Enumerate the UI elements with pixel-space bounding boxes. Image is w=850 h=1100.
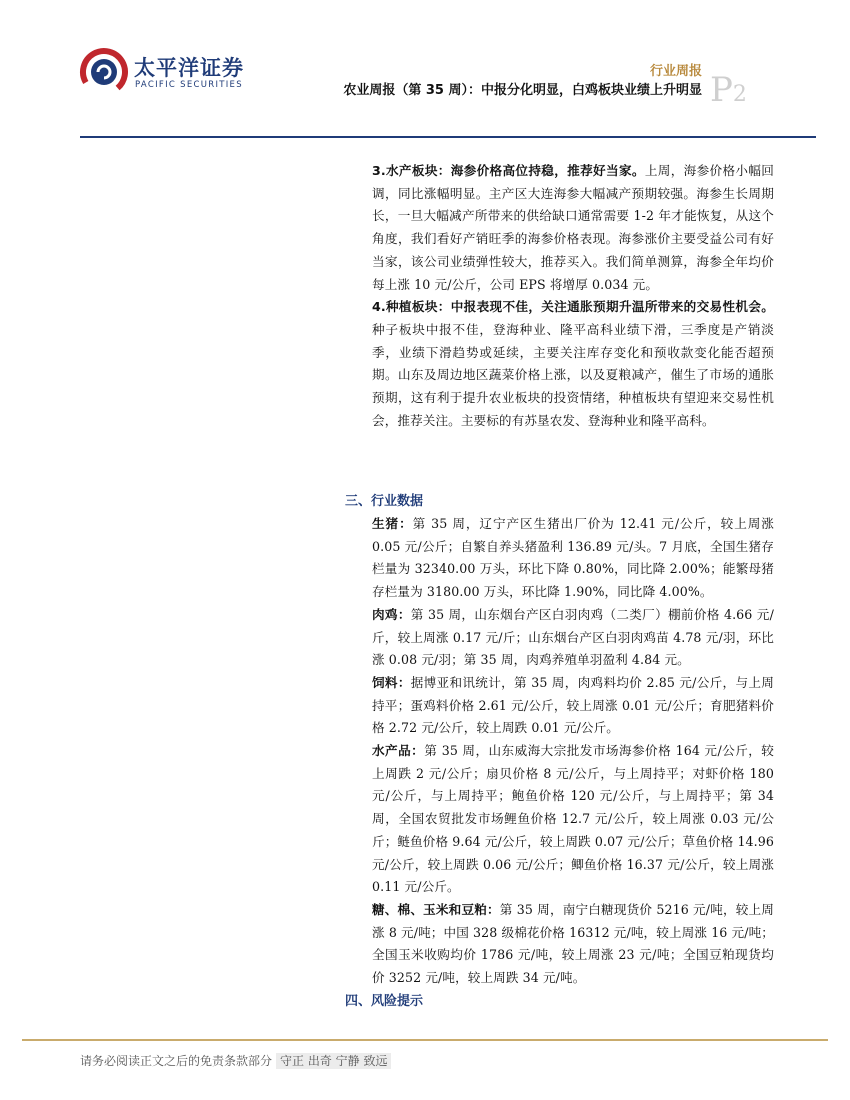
data-item-label: 肉鸡： — [372, 606, 411, 622]
risk-heading: 四、风险提示 — [345, 994, 424, 1009]
data-item-text: 第 35 周，南宁白糖现货价 5216 元/吨，较上周涨 8 元/吨；中国 328 级棉花价格 16312 元/吨，较上周涨 16 元/吨；全国玉米收购均价 1786 元/吨，较上周涨 23 元/吨；全国豆粕现货均价 3252 元/吨，较上周跌 34 元/吨。 — [372, 901, 774, 986]
footer-divider — [22, 1039, 828, 1041]
data-item-feed — [372, 672, 774, 740]
header-divider — [80, 136, 816, 138]
page-number — [710, 70, 747, 110]
data-item-broiler — [372, 604, 774, 672]
planting-section-lead: 4.种植板块：中报表现不佳，关注通胀预期升温所带来的交易性机会。 — [372, 299, 774, 315]
data-item-hog — [372, 513, 774, 604]
planting-section-paragraph — [372, 296, 774, 432]
aqua-section-lead: 3.水产板块：海参价格高位持稳，推荐好当家。 — [372, 163, 645, 178]
data-item-label: 饲料： — [372, 674, 411, 690]
data-item-text: 第 35 周，山东烟台产区白羽肉鸡（二类厂）棚前价格 4.66 元/斤，较上周涨 0.17 元/斤；山东烟台产区白羽肉鸡苗 4.78 元/羽，环比涨 0.08 元/羽；第 35 周，肉鸡养殖单羽盈利 4.84 元。 — [372, 606, 774, 668]
data-item-label: 糖、棉、玉米和豆粕： — [372, 901, 500, 917]
page-prefix: P — [710, 70, 733, 110]
logo-chinese-name: 太平洋证券 — [134, 56, 244, 80]
data-item-aquatic — [372, 740, 774, 899]
industry-data-heading: 三、行业数据 — [345, 494, 424, 509]
industry-data-block — [372, 513, 774, 990]
planting-section-body: 种子板块中报不佳，登海种业、隆平高科业绩下滑，三季度是产销淡季，业绩下滑趋势或延续，主要关注库存变化和预收款变化能否超预期。山东及周边地区蔬菜价格上涨，以及夏粮减产，催生了市场的通胀预期，这有利于提升农业板块的投资情绪，种植板块有望迎来交易性机会，推荐关注。主要标的有苏垦农发、登海种业和隆平高科。 — [372, 321, 774, 428]
aqua-section-paragraph — [372, 160, 774, 296]
logo-english-name: PACIFIC SECURITIES — [135, 80, 243, 90]
main-content — [372, 160, 774, 432]
footer-motto: 守正 出奇 宁静 致远 — [276, 1053, 391, 1069]
data-item-text: 第 35 周，山东威海大宗批发市场海参价格 164 元/公斤，较上周跌 2 元/公斤；扇贝价格 8 元/公斤，与上周持平；对虾价格 180 元/公斤，与上周持平；鲍鱼价格 120 元/公斤，与上周持平；第 34 周，全国农贸批发市场鲤鱼价格 12.7 元/公斤，较上周涨 0.03 元/公斤；鲢鱼价格 9.64 元/公斤，较上周跌 0.07 元/公斤；草鱼价格 14.96 元/公斤，较上周跌 0.06 元/公斤；鲫鱼价格 16.37 元/公斤，较上周涨 0.11 元/公斤。 — [372, 743, 774, 895]
company-logo — [78, 46, 253, 98]
data-item-label: 生猪： — [372, 516, 413, 531]
data-item-text: 第 35 周，辽宁产区生猪出厂价为 12.41 元/公斤，较上周涨 0.05 元/公斤；自繁自养头猪盈利 136.89 元/头。7 月底，全国生猪存栏量为 32340.00 万头，环比下降 0.80%，同比降 2.00%；能繁母猪存栏量为 3180.00 万头，环比降 1.90%，同比降 4.00%。 — [372, 516, 774, 600]
report-title: 农业周报（第 35 周）：中报分化明显，白鸡板块业绩上升明显 — [343, 83, 702, 98]
data-item-text: 据博亚和讯统计，第 35 周，肉鸡料均价 2.85 元/公斤，与上周持平；蛋鸡料价格 2.61 元/公斤，较上周涨 0.01 元/公斤；育肥猪料价格 2.72 元/公斤，较上周跌 0.01 元/公斤。 — [372, 674, 774, 736]
footer — [80, 1052, 391, 1069]
aqua-section-body: 上周，海参价格小幅回调，同比涨幅明显。主产区大连海参大幅减产预期较强。海参生长周期长，一旦大幅减产所带来的供给缺口通常需要 1-2 年才能恢复，从这个角度，我们看好产销旺季的海参价格表现。海参涨价主要受益公司有好当家，该公司业绩弹性较大，推荐买入。我们简单测算，海参全年均价每上涨 10 元/公斤，公司 EPS 将增厚 0.034 元。 — [372, 163, 774, 292]
data-item-commodities — [372, 899, 774, 990]
report-type: 行业周报 — [649, 64, 702, 79]
footer-disclaimer: 请务必阅读正文之后的免责条款部分 — [80, 1054, 273, 1068]
data-item-label: 水产品： — [372, 743, 425, 759]
page-number-value: 2 — [732, 82, 747, 107]
pacific-securities-logo-icon — [78, 46, 130, 98]
